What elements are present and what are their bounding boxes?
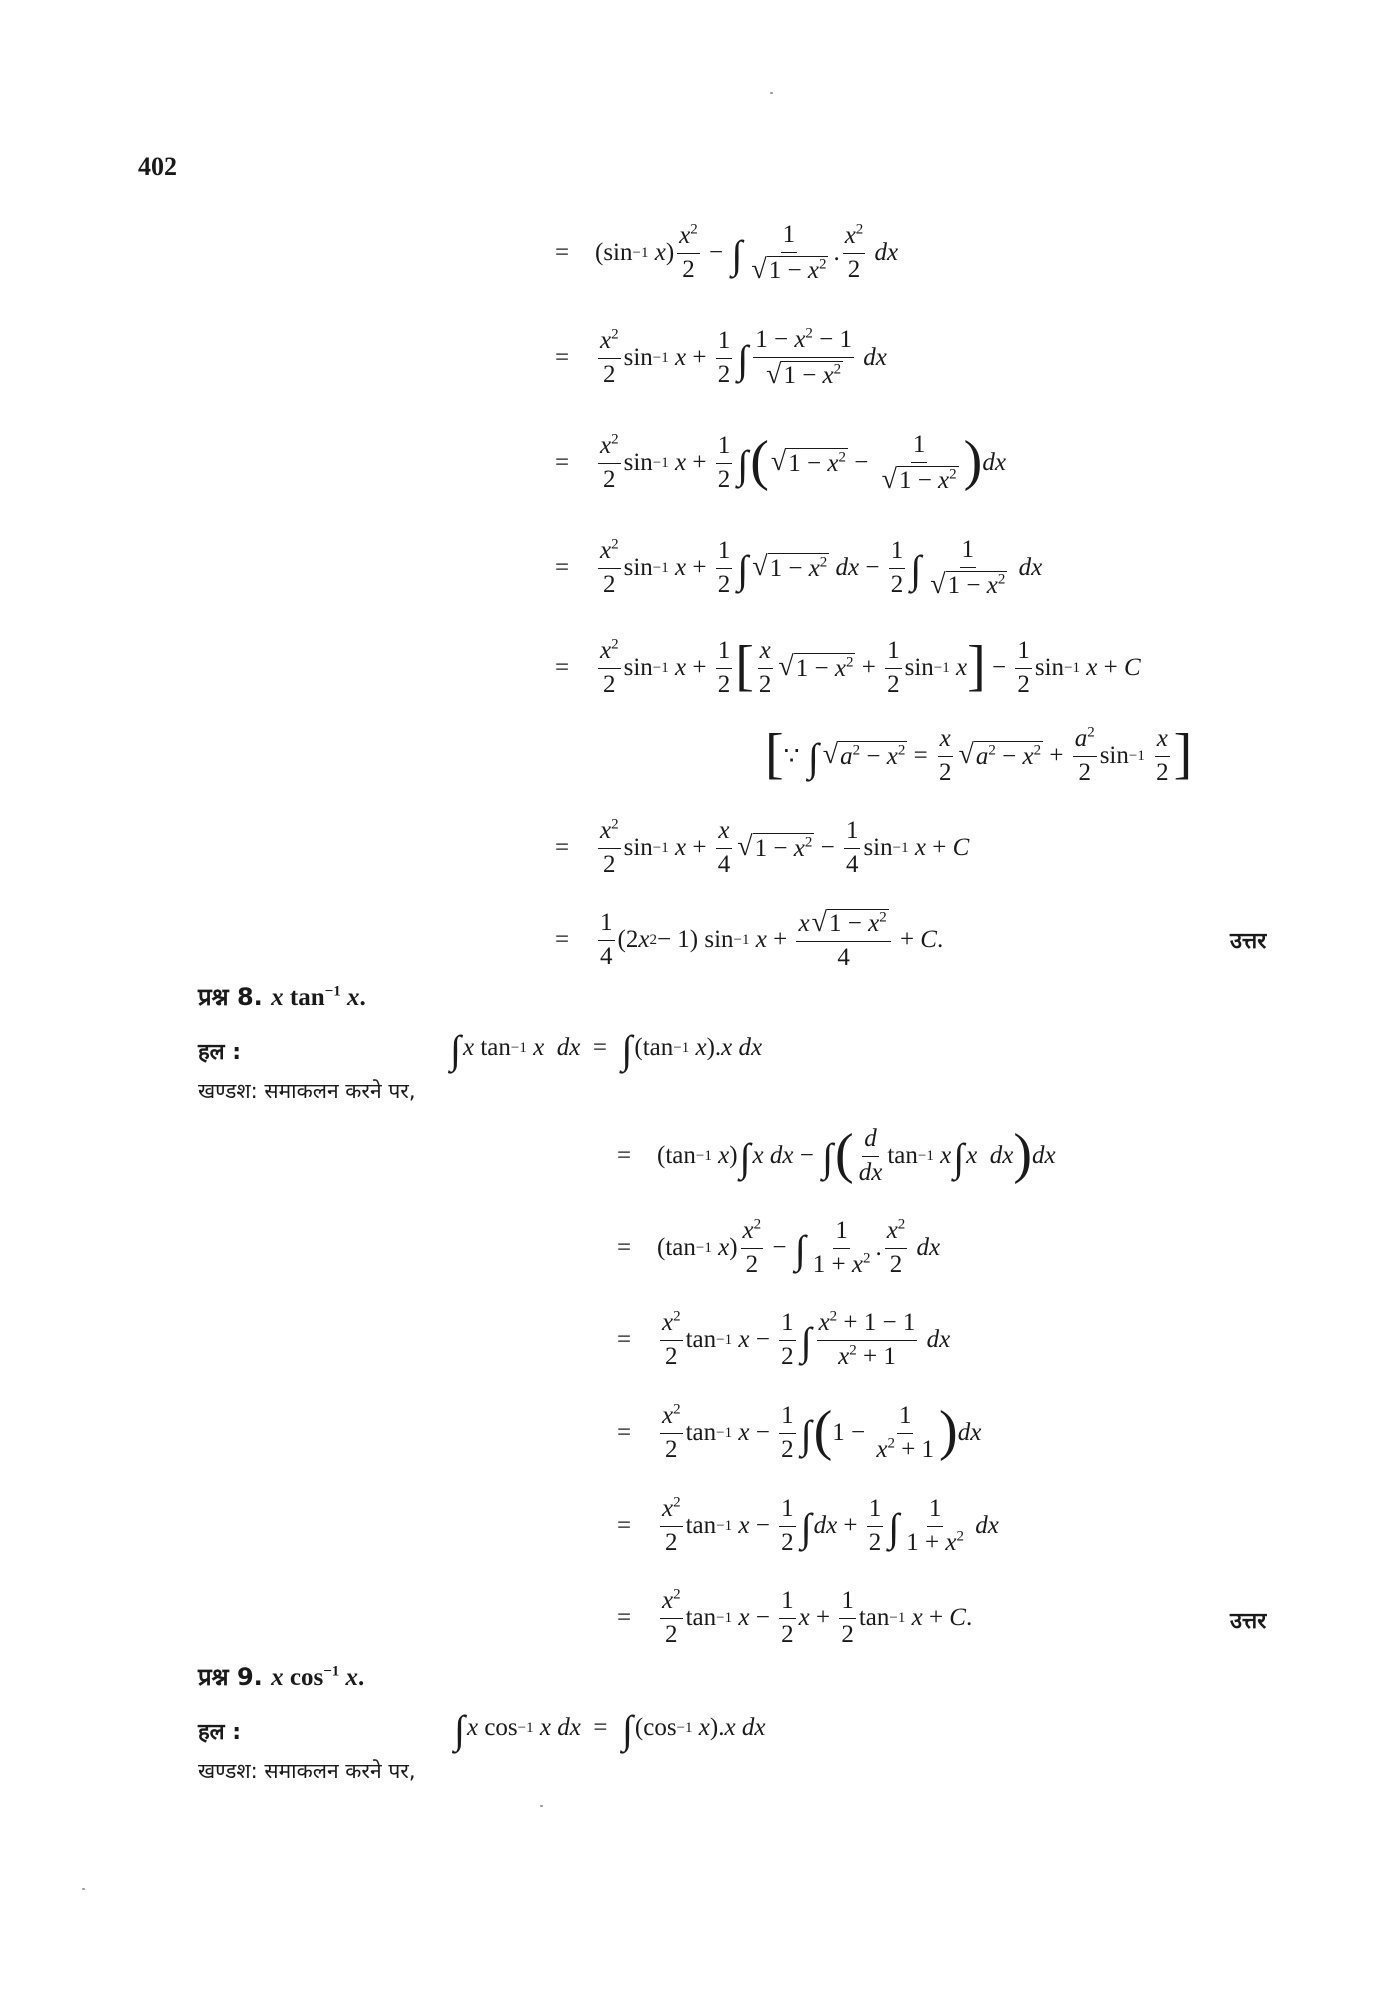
- scan-speck: [540, 1805, 543, 1807]
- q7-step-6: = $\frac{x^2}{2}$ sin −1 x + $\frac{x}{4}$ √ $1 - x^2$ − $\frac{1}{4}$ sin −1 x + C: [555, 816, 970, 878]
- question-8-heading: प्रश्न 8. x $\tan^{-1} x$.: [198, 983, 366, 1011]
- q8-step-5: = $\frac{x^2}{2}$ tan −1 x − $\frac{1}{2}$ ∫ dx + $\frac{1}{2}$ ∫ $\frac{1}{1 + x^2}$ dx: [617, 1494, 999, 1556]
- question-9-heading: प्रश्न 9. x $\cos^{-1} x$.: [198, 1663, 365, 1691]
- q9-integral: ∫ x cos −1 x dx = ∫ (cos −1 x ). x dx: [454, 1706, 766, 1752]
- answer-label-q8: उत्तर: [1230, 1609, 1267, 1634]
- page-number: 402: [138, 152, 177, 181]
- question-9-label: प्रश्न 9.: [198, 1663, 263, 1691]
- q8-step-1: = (tan −1 x ) ∫ x dx − ∫ ( $\frac{d}{dx}$ tan −1 x ∫ x dx ) dx: [617, 1123, 1056, 1186]
- q7-step-4: = $\frac{x^2}{2}$ sin −1 x + $\frac{1}{2}$ ∫ √ $1 - x^2$ dx − $\frac{1}{2}$ ∫ 1 √ $1 - x^2$ dx: [555, 536, 1043, 600]
- q7-step-5: = $\frac{x^2}{2}$ sin −1 x + $\frac{1}{2}$ [ $\frac{x}{2}$ √ $1 - x^2$ + $\frac{1}{2}$ sin −1 x ] − $\frac{1}{2}$ sin −1 x + C: [555, 635, 1141, 698]
- q8-step-2: = (tan −1 x ) $\frac{x^2}{2}$ − ∫ $\frac{1}{1 + x^2}$ . $\frac{x^2}{2}$ dx: [617, 1216, 941, 1278]
- answer-label-q7: उत्तर: [1230, 929, 1267, 954]
- q8-step-6: = $\frac{x^2}{2}$ tan −1 x − $\frac{1}{2}$ x + $\frac{1}{2}$ tan −1 x + C .: [617, 1586, 973, 1648]
- scan-speck: [770, 92, 773, 94]
- q7-step-1: = (sin −1 x ) $\frac{x^2}{2}$ − ∫ 1 √ $1 - x^2$ . $\frac{x^2}{2}$ dx: [555, 221, 899, 285]
- integration-by-parts-note-q9: खण्डश: समाकलन करने पर,: [198, 1759, 416, 1783]
- q8-step-3: = $\frac{x^2}{2}$ tan −1 x − $\frac{1}{2}$ ∫ $\frac{x^2 + 1 - 1}{x^2 + 1}$ dx: [617, 1308, 951, 1370]
- q7-step-2: = $\frac{x^2}{2}$ sin −1 x + $\frac{1}{2}$ ∫ $1 - x^2 - 1$ √ $1 - x^2$ dx: [555, 325, 887, 390]
- question-8-label: प्रश्न 8.: [198, 983, 263, 1011]
- q8-integral: ∫ x tan −1 x dx = ∫ (tan −1 x ). x dx: [450, 1026, 763, 1072]
- solution-label-q8: हल :: [198, 1040, 242, 1065]
- solution-label-q9: हल :: [198, 1720, 242, 1745]
- q8-step-4: = $\frac{x^2}{2}$ tan −1 x − $\frac{1}{2}$ ∫ ( 1 − $\frac{1}{x^2 + 1}$ ) dx: [617, 1400, 982, 1463]
- scan-speck: [82, 1888, 85, 1890]
- q7-step-7: = $\frac{1}{4}$ (2 x 2 − 1) sin −1 x + x √ $1 - x^2$ 4 + C .: [555, 907, 944, 971]
- integration-by-parts-note-q8: खण्डश: समाकलन करने पर,: [198, 1079, 416, 1103]
- q7-formula-note: [ ∵ ∫ √ $a^2 - x^2$ = $\frac{x}{2}$ √ $a^2 - x^2$ + $\frac{a^2}{2}$ sin −1 $\frac{x}{2}$ ]: [765, 723, 1193, 786]
- q7-step-3: = $\frac{x^2}{2}$ sin −1 x + $\frac{1}{2}$ ∫ ( √ $1 - x^2$ − 1 √ $1 - x^2$ ) dx: [555, 430, 1006, 495]
